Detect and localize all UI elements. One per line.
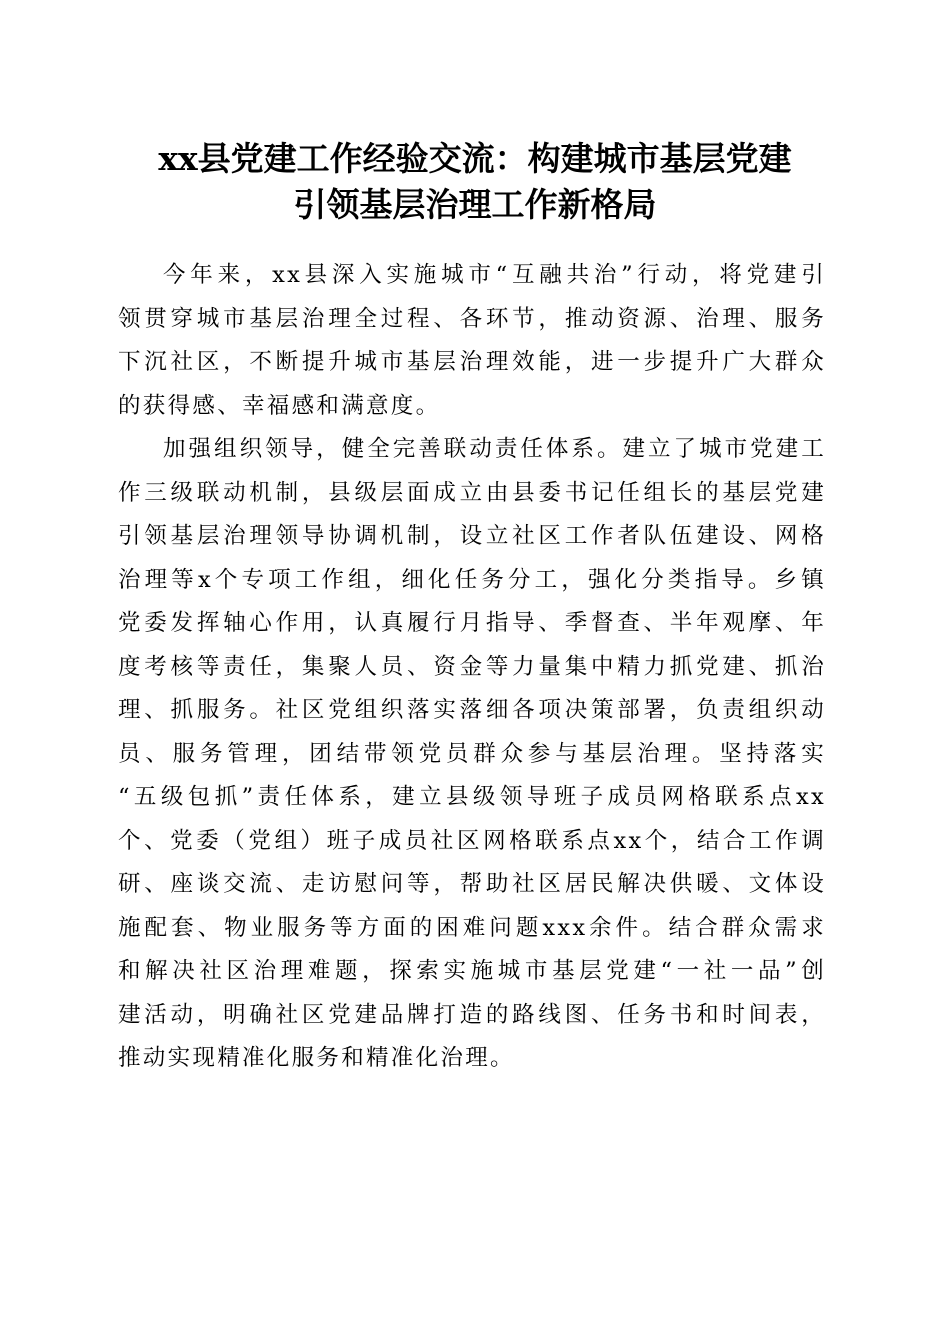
paragraph-line: 党委发挥轴心作用，认真履行月指导、季督查、半年观摩、年 [118, 610, 826, 636]
paragraph-line: 的获得感、幸福感和满意度。 [118, 392, 441, 419]
document-body [118, 254, 826, 1081]
paragraph-intro [118, 254, 826, 428]
paragraph-line: 建活动，明确社区党建品牌打造的路线图、任务书和时间表， [118, 1001, 826, 1028]
paragraph-line: 员、服务管理，团结带领党员群众参与基层治理。坚持落实 [118, 740, 826, 767]
paragraph-line: 研、座谈交流、走访慰问等，帮助社区居民解决供暖、文体设 [118, 871, 826, 897]
paragraph-organization [118, 428, 826, 1081]
paragraph-line: 作三级联动机制，县级层面成立由县委书记任组长的基层党建 [118, 479, 826, 506]
paragraph-line: 领贯穿城市基层治理全过程、各环节，推动资源、治理、服务 [118, 305, 826, 332]
paragraph-line: “五级包抓”责任体系，建立县级领导班子成员网格联系点xx [118, 784, 826, 810]
paragraph-line: 施配套、物业服务等方面的困难问题xxx余件。结合群众需求 [118, 914, 826, 941]
paragraph-line: 引领基层治理领导协调机制，设立社区工作者队伍建设、网格 [118, 523, 826, 549]
paragraph-line: 和解决社区治理难题，探索实施城市基层党建“一社一品”创 [118, 958, 826, 984]
paragraph-line: 度考核等责任，集聚人员、资金等力量集中精力抓党建、抓治 [118, 653, 826, 680]
document-title [100, 136, 850, 228]
title-line-2: 引领基层治理工作新格局 [293, 185, 657, 224]
paragraph-line: 推动实现精准化服务和精准化治理。 [118, 1045, 515, 1071]
title-line-1: xx县党建工作经验交流：构建城市基层党建 [158, 139, 792, 178]
paragraph-line: 理、抓服务。社区党组织落实落细各项决策部署，负责组织动 [118, 697, 826, 723]
paragraph-line: 下沉社区，不断提升城市基层治理效能，进一步提升广大群众 [118, 349, 826, 375]
paragraph-line: 个、党委（党组）班子成员社区网格联系点xx个，结合工作调 [118, 827, 826, 854]
paragraph-line: 今年来，xx县深入实施城市“互融共治”行动，将党建引 [163, 262, 826, 288]
paragraph-line: 治理等x个专项工作组，细化任务分工，强化分类指导。乡镇 [118, 566, 826, 593]
paragraph-line: 加强组织领导，健全完善联动责任体系。建立了城市党建工 [163, 436, 826, 462]
